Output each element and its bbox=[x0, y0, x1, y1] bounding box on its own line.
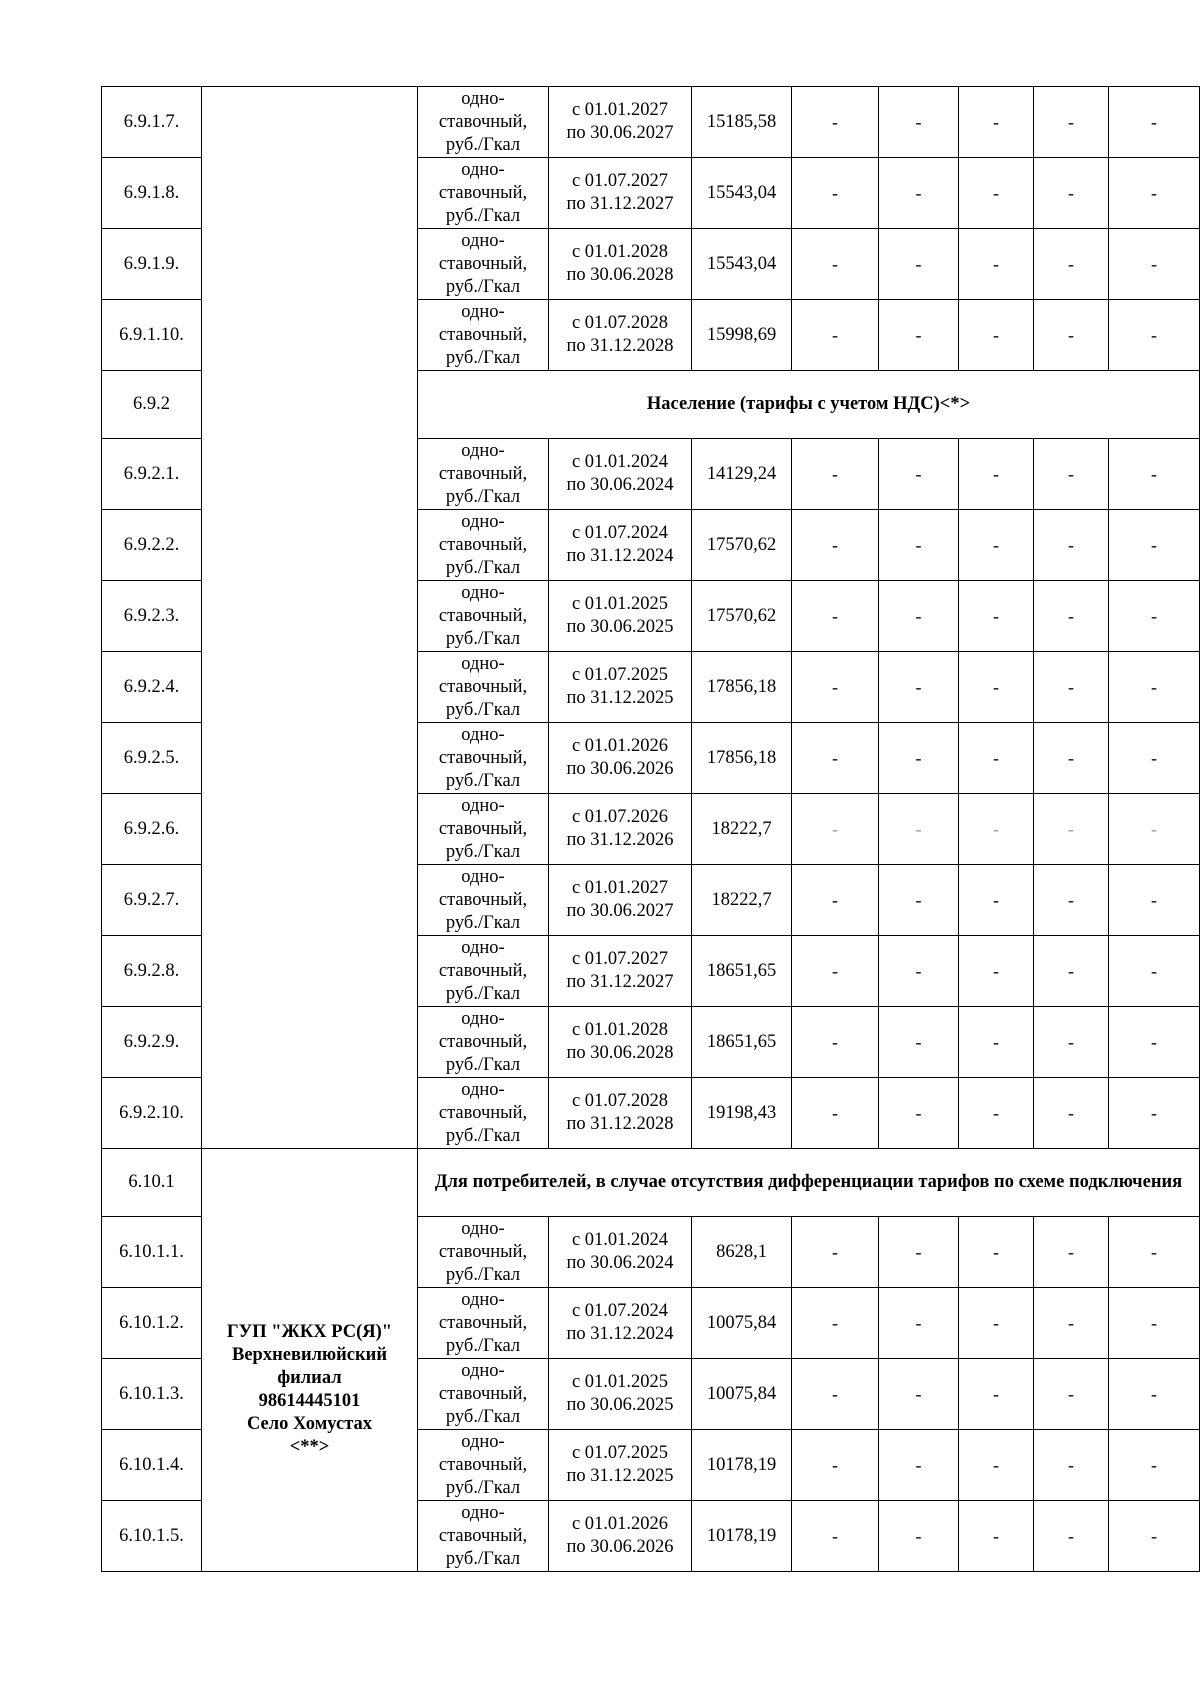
empty-value-dash: - bbox=[879, 158, 959, 229]
empty-value-dash: - bbox=[792, 1430, 879, 1501]
rate-type-line: руб./Гкал bbox=[445, 1548, 521, 1569]
period-line: по 31.12.2027 bbox=[566, 194, 674, 214]
rate-type-line: одно- bbox=[461, 582, 505, 603]
rate-type-cell bbox=[418, 300, 549, 371]
organization-line: Село Хомустах bbox=[246, 1414, 373, 1434]
rate-type-line: руб./Гкал bbox=[445, 1125, 521, 1146]
empty-value-dash: - bbox=[879, 229, 959, 300]
rate-type-cell bbox=[418, 652, 549, 723]
rate-type-line: одно- bbox=[461, 724, 505, 745]
rate-type-line: руб./Гкал bbox=[445, 1477, 521, 1498]
tariff-value: 17856,18 bbox=[692, 652, 792, 723]
empty-value-dash: - bbox=[1034, 581, 1109, 652]
empty-value-dash: - bbox=[959, 158, 1034, 229]
empty-value-dash: - bbox=[1034, 439, 1109, 510]
period-line: по 30.06.2025 bbox=[566, 617, 674, 637]
period-line: по 31.12.2028 bbox=[566, 1114, 674, 1134]
row-number: 6.9.2.8. bbox=[102, 936, 202, 1007]
period-line: с 01.07.2027 bbox=[571, 171, 669, 191]
empty-value-dash: - bbox=[1109, 1217, 1200, 1288]
empty-value-dash: - bbox=[879, 300, 959, 371]
rate-type-line: одно- bbox=[461, 1008, 505, 1029]
organization-cell bbox=[202, 1149, 418, 1572]
empty-value-dash: - bbox=[1109, 439, 1200, 510]
empty-value-dash: - bbox=[959, 865, 1034, 936]
tariff-table bbox=[101, 86, 1200, 1572]
empty-value-dash: - bbox=[959, 300, 1034, 371]
section-row bbox=[102, 1149, 1200, 1217]
empty-value-dash: - bbox=[1034, 1430, 1109, 1501]
rate-type-cell bbox=[418, 229, 549, 300]
period-line: по 30.06.2024 bbox=[566, 1253, 674, 1273]
tariff-value: 17570,62 bbox=[692, 581, 792, 652]
empty-value-dash: - bbox=[792, 723, 879, 794]
empty-value-dash: - bbox=[959, 652, 1034, 723]
empty-value-dash: - bbox=[959, 723, 1034, 794]
tariff-value: 10178,19 bbox=[692, 1501, 792, 1572]
rate-type-line: руб./Гкал bbox=[445, 699, 521, 720]
empty-value-dash: - bbox=[879, 936, 959, 1007]
period-line: по 30.06.2024 bbox=[566, 475, 674, 495]
rate-type-line: руб./Гкал bbox=[445, 205, 521, 226]
period-cell bbox=[549, 936, 692, 1007]
empty-value-dash: - bbox=[792, 510, 879, 581]
rate-type-line: одно- bbox=[461, 1218, 505, 1239]
empty-value-dash: - bbox=[959, 1217, 1034, 1288]
rate-type-line: ставочный, bbox=[438, 676, 528, 697]
period-cell bbox=[549, 300, 692, 371]
empty-value-dash: - bbox=[959, 1501, 1034, 1572]
rate-type-line: руб./Гкал bbox=[445, 983, 521, 1004]
empty-value-dash: - bbox=[1109, 87, 1200, 158]
period-line: с 01.07.2028 bbox=[571, 313, 669, 333]
tariff-value: 17570,62 bbox=[692, 510, 792, 581]
rate-type-line: одно- bbox=[461, 653, 505, 674]
rate-type-cell bbox=[418, 936, 549, 1007]
empty-value-dash: - bbox=[792, 229, 879, 300]
tariff-value: 15185,58 bbox=[692, 87, 792, 158]
rate-type-line: ставочный, bbox=[438, 1241, 528, 1262]
rate-type-line: ставочный, bbox=[438, 111, 528, 132]
period-cell bbox=[549, 1217, 692, 1288]
rate-type-line: одно- bbox=[461, 230, 505, 251]
organization-line: ГУП "ЖКХ РС(Я)" bbox=[226, 1322, 393, 1342]
empty-value-dash: - bbox=[792, 581, 879, 652]
organization-line: филиал bbox=[277, 1368, 342, 1388]
empty-value-dash: - bbox=[1109, 1430, 1200, 1501]
row-number: 6.10.1.3. bbox=[102, 1359, 202, 1430]
rate-type-line: одно- bbox=[461, 1079, 505, 1100]
empty-value-dash: - bbox=[959, 1288, 1034, 1359]
rate-type-cell bbox=[418, 510, 549, 581]
period-cell bbox=[549, 794, 692, 865]
period-cell bbox=[549, 1007, 692, 1078]
period-cell bbox=[549, 1359, 692, 1430]
empty-value-dash: - bbox=[1034, 510, 1109, 581]
empty-value-dash: - bbox=[959, 229, 1034, 300]
empty-value-dash: - bbox=[959, 87, 1034, 158]
empty-value-dash: - bbox=[1034, 1501, 1109, 1572]
empty-value-dash: - bbox=[959, 1430, 1034, 1501]
period-line: по 30.06.2026 bbox=[566, 1537, 674, 1557]
period-line: с 01.01.2026 bbox=[571, 1514, 669, 1534]
empty-value-dash: - bbox=[792, 865, 879, 936]
empty-value-dash: - bbox=[959, 510, 1034, 581]
empty-value-dash: - bbox=[792, 794, 879, 865]
empty-value-dash: - bbox=[1109, 936, 1200, 1007]
rate-type-cell bbox=[418, 1007, 549, 1078]
empty-value-dash: - bbox=[879, 1078, 959, 1149]
rate-type-cell bbox=[418, 158, 549, 229]
row-number: 6.9.1.8. bbox=[102, 158, 202, 229]
empty-value-dash: - bbox=[1109, 1288, 1200, 1359]
rate-type-cell bbox=[418, 1288, 549, 1359]
period-cell bbox=[549, 1501, 692, 1572]
row-number: 6.9.1.9. bbox=[102, 229, 202, 300]
period-cell bbox=[549, 158, 692, 229]
row-number: 6.10.1.2. bbox=[102, 1288, 202, 1359]
period-line: по 31.12.2028 bbox=[566, 336, 674, 356]
period-line: с 01.01.2024 bbox=[571, 1230, 669, 1250]
empty-value-dash: - bbox=[1109, 794, 1200, 865]
empty-value-dash: - bbox=[879, 1359, 959, 1430]
organization-line: 98614445101 bbox=[258, 1391, 361, 1411]
rate-type-line: одно- bbox=[461, 937, 505, 958]
empty-value-dash: - bbox=[1034, 300, 1109, 371]
rate-type-line: ставочный, bbox=[438, 463, 528, 484]
empty-value-dash: - bbox=[1109, 1078, 1200, 1149]
period-cell bbox=[549, 1430, 692, 1501]
empty-value-dash: - bbox=[1034, 723, 1109, 794]
empty-value-dash: - bbox=[1109, 1359, 1200, 1430]
rate-type-line: руб./Гкал bbox=[445, 841, 521, 862]
row-number: 6.10.1.4. bbox=[102, 1430, 202, 1501]
empty-value-dash: - bbox=[959, 439, 1034, 510]
empty-value-dash: - bbox=[792, 1217, 879, 1288]
rate-type-cell bbox=[418, 87, 549, 158]
empty-value-dash: - bbox=[959, 581, 1034, 652]
row-number: 6.9.2.7. bbox=[102, 865, 202, 936]
table-row bbox=[102, 87, 1200, 158]
row-number: 6.9.2.3. bbox=[102, 581, 202, 652]
empty-value-dash: - bbox=[1109, 1501, 1200, 1572]
rate-type-cell bbox=[418, 1501, 549, 1572]
period-line: с 01.01.2027 bbox=[571, 878, 669, 898]
empty-value-dash: - bbox=[879, 1007, 959, 1078]
empty-value-dash: - bbox=[1109, 723, 1200, 794]
empty-value-dash: - bbox=[1034, 87, 1109, 158]
rate-type-line: руб./Гкал bbox=[445, 1335, 521, 1356]
period-cell bbox=[549, 1078, 692, 1149]
period-line: с 01.07.2025 bbox=[571, 665, 669, 685]
rate-type-line: руб./Гкал bbox=[445, 628, 521, 649]
period-line: с 01.07.2026 bbox=[571, 807, 669, 827]
empty-value-dash: - bbox=[792, 158, 879, 229]
rate-type-line: одно- bbox=[461, 159, 505, 180]
period-line: с 01.01.2027 bbox=[571, 100, 669, 120]
table-body bbox=[102, 87, 1200, 1572]
rate-type-line: ставочный, bbox=[438, 747, 528, 768]
empty-value-dash: - bbox=[1034, 1217, 1109, 1288]
tariff-value: 18222,7 bbox=[692, 865, 792, 936]
empty-value-dash: - bbox=[879, 1217, 959, 1288]
row-number: 6.9.1.7. bbox=[102, 87, 202, 158]
empty-value-dash: - bbox=[1109, 581, 1200, 652]
rate-type-line: ставочный, bbox=[438, 960, 528, 981]
period-line: по 30.06.2028 bbox=[566, 1043, 674, 1063]
row-number: 6.9.2.1. bbox=[102, 439, 202, 510]
empty-value-dash: - bbox=[1109, 229, 1200, 300]
rate-type-line: ставочный, bbox=[438, 1383, 528, 1404]
empty-value-dash: - bbox=[1034, 794, 1109, 865]
rate-type-line: ставочный, bbox=[438, 1525, 528, 1546]
period-line: по 30.06.2028 bbox=[566, 265, 674, 285]
period-cell bbox=[549, 87, 692, 158]
period-line: по 31.12.2024 bbox=[566, 1324, 674, 1344]
empty-value-dash: - bbox=[1109, 652, 1200, 723]
empty-value-dash: - bbox=[879, 723, 959, 794]
rate-type-cell bbox=[418, 1359, 549, 1430]
tariff-value: 8628,1 bbox=[692, 1217, 792, 1288]
section-number: 6.10.1 bbox=[102, 1149, 202, 1217]
empty-value-dash: - bbox=[1109, 158, 1200, 229]
period-line: по 31.12.2025 bbox=[566, 1466, 674, 1486]
rate-type-line: руб./Гкал bbox=[445, 276, 521, 297]
empty-value-dash: - bbox=[792, 1078, 879, 1149]
period-line: по 30.06.2027 bbox=[566, 901, 674, 921]
rate-type-line: ставочный, bbox=[438, 605, 528, 626]
rate-type-line: одно- bbox=[461, 1502, 505, 1523]
tariff-value: 10178,19 bbox=[692, 1430, 792, 1501]
section-number: 6.9.2 bbox=[102, 371, 202, 439]
period-line: по 31.12.2026 bbox=[566, 830, 674, 850]
period-line: с 01.01.2024 bbox=[571, 452, 669, 472]
period-line: с 01.07.2024 bbox=[571, 523, 669, 543]
rate-type-line: одно- bbox=[461, 866, 505, 887]
period-line: по 31.12.2025 bbox=[566, 688, 674, 708]
empty-value-dash: - bbox=[959, 1078, 1034, 1149]
empty-value-dash: - bbox=[1034, 158, 1109, 229]
period-cell bbox=[549, 439, 692, 510]
tariff-value: 10075,84 bbox=[692, 1359, 792, 1430]
row-number: 6.9.2.2. bbox=[102, 510, 202, 581]
rate-type-cell bbox=[418, 723, 549, 794]
row-number: 6.10.1.1. bbox=[102, 1217, 202, 1288]
empty-value-dash: - bbox=[1109, 1007, 1200, 1078]
empty-value-dash: - bbox=[959, 1007, 1034, 1078]
rate-type-line: одно- bbox=[461, 301, 505, 322]
period-line: по 31.12.2027 bbox=[566, 972, 674, 992]
empty-value-dash: - bbox=[792, 1007, 879, 1078]
empty-value-dash: - bbox=[959, 1359, 1034, 1430]
period-line: с 01.01.2028 bbox=[571, 1020, 669, 1040]
empty-value-dash: - bbox=[1109, 865, 1200, 936]
organization-line: Верхневилюйский bbox=[232, 1345, 387, 1365]
period-line: с 01.01.2025 bbox=[571, 594, 669, 614]
empty-value-dash: - bbox=[792, 439, 879, 510]
rate-type-cell bbox=[418, 1078, 549, 1149]
rate-type-cell bbox=[418, 1430, 549, 1501]
tariff-value: 15998,69 bbox=[692, 300, 792, 371]
rate-type-line: руб./Гкал bbox=[445, 486, 521, 507]
period-cell bbox=[549, 652, 692, 723]
empty-value-dash: - bbox=[1109, 300, 1200, 371]
rate-type-line: ставочный, bbox=[438, 253, 528, 274]
rate-type-line: руб./Гкал bbox=[445, 347, 521, 368]
period-line: с 01.07.2025 bbox=[571, 1443, 669, 1463]
rate-type-line: руб./Гкал bbox=[445, 557, 521, 578]
rate-type-line: руб./Гкал bbox=[445, 1054, 521, 1075]
row-number: 6.9.1.10. bbox=[102, 300, 202, 371]
rate-type-cell bbox=[418, 794, 549, 865]
rate-type-line: ставочный, bbox=[438, 1102, 528, 1123]
period-line: с 01.07.2024 bbox=[571, 1301, 669, 1321]
period-cell bbox=[549, 510, 692, 581]
tariff-value: 10075,84 bbox=[692, 1288, 792, 1359]
period-cell bbox=[549, 865, 692, 936]
row-number: 6.10.1.5. bbox=[102, 1501, 202, 1572]
tariff-value: 18222,7 bbox=[692, 794, 792, 865]
rate-type-line: руб./Гкал bbox=[445, 1406, 521, 1427]
period-line: по 31.12.2024 bbox=[566, 546, 674, 566]
section-title: Население (тарифы с учетом НДС)<*> bbox=[418, 371, 1200, 439]
empty-value-dash: - bbox=[792, 652, 879, 723]
rate-type-line: одно- bbox=[461, 1431, 505, 1452]
rate-type-line: одно- bbox=[461, 1360, 505, 1381]
empty-value-dash: - bbox=[792, 300, 879, 371]
rate-type-line: руб./Гкал bbox=[445, 770, 521, 791]
tariff-value: 15543,04 bbox=[692, 229, 792, 300]
section-title: Для потребителей, в случае отсутствия дифференциации тарифов по схеме подключения bbox=[418, 1149, 1200, 1217]
empty-value-dash: - bbox=[879, 87, 959, 158]
rate-type-line: ставочный, bbox=[438, 818, 528, 839]
empty-value-dash: - bbox=[1034, 652, 1109, 723]
rate-type-line: одно- bbox=[461, 440, 505, 461]
empty-value-dash: - bbox=[792, 1288, 879, 1359]
period-cell bbox=[549, 581, 692, 652]
rate-type-cell bbox=[418, 439, 549, 510]
period-line: по 30.06.2027 bbox=[566, 123, 674, 143]
period-cell bbox=[549, 1288, 692, 1359]
empty-value-dash: - bbox=[879, 510, 959, 581]
rate-type-cell bbox=[418, 865, 549, 936]
period-line: с 01.07.2028 bbox=[571, 1091, 669, 1111]
rate-type-line: ставочный, bbox=[438, 1312, 528, 1333]
period-line: по 30.06.2026 bbox=[566, 759, 674, 779]
rate-type-line: ставочный, bbox=[438, 182, 528, 203]
row-number: 6.9.2.5. bbox=[102, 723, 202, 794]
empty-value-dash: - bbox=[1034, 1359, 1109, 1430]
row-number: 6.9.2.10. bbox=[102, 1078, 202, 1149]
empty-value-dash: - bbox=[879, 794, 959, 865]
rate-type-line: одно- bbox=[461, 88, 505, 109]
empty-value-dash: - bbox=[1034, 1288, 1109, 1359]
empty-value-dash: - bbox=[1109, 510, 1200, 581]
period-line: с 01.07.2027 bbox=[571, 949, 669, 969]
rate-type-cell bbox=[418, 1217, 549, 1288]
rate-type-line: руб./Гкал bbox=[445, 1264, 521, 1285]
empty-value-dash: - bbox=[879, 439, 959, 510]
row-number: 6.9.2.9. bbox=[102, 1007, 202, 1078]
empty-value-dash: - bbox=[879, 581, 959, 652]
rate-type-line: ставочный, bbox=[438, 534, 528, 555]
rate-type-line: одно- bbox=[461, 511, 505, 532]
period-cell bbox=[549, 723, 692, 794]
tariff-value: 18651,65 bbox=[692, 1007, 792, 1078]
empty-value-dash: - bbox=[792, 936, 879, 1007]
tariff-value: 19198,43 bbox=[692, 1078, 792, 1149]
row-number: 6.9.2.6. bbox=[102, 794, 202, 865]
empty-value-dash: - bbox=[1034, 229, 1109, 300]
empty-value-dash: - bbox=[879, 1288, 959, 1359]
rate-type-line: ставочный, bbox=[438, 1031, 528, 1052]
empty-value-dash: - bbox=[879, 652, 959, 723]
rate-type-line: ставочный, bbox=[438, 889, 528, 910]
empty-value-dash: - bbox=[792, 87, 879, 158]
empty-value-dash: - bbox=[879, 1430, 959, 1501]
rate-type-line: ставочный, bbox=[438, 324, 528, 345]
row-number: 6.9.2.4. bbox=[102, 652, 202, 723]
empty-value-dash: - bbox=[1034, 1078, 1109, 1149]
empty-value-dash: - bbox=[792, 1359, 879, 1430]
empty-value-dash: - bbox=[1034, 1007, 1109, 1078]
rate-type-line: ставочный, bbox=[438, 1454, 528, 1475]
rate-type-line: одно- bbox=[461, 795, 505, 816]
period-line: с 01.01.2028 bbox=[571, 242, 669, 262]
empty-value-dash: - bbox=[959, 794, 1034, 865]
tariff-value: 18651,65 bbox=[692, 936, 792, 1007]
period-line: с 01.01.2025 bbox=[571, 1372, 669, 1392]
period-cell bbox=[549, 229, 692, 300]
organization-line: <**> bbox=[289, 1437, 330, 1457]
empty-value-dash: - bbox=[792, 1501, 879, 1572]
rate-type-line: одно- bbox=[461, 1289, 505, 1310]
rate-type-cell bbox=[418, 581, 549, 652]
tariff-value: 15543,04 bbox=[692, 158, 792, 229]
rate-type-line: руб./Гкал bbox=[445, 912, 521, 933]
period-line: по 30.06.2025 bbox=[566, 1395, 674, 1415]
rate-type-line: руб./Гкал bbox=[445, 134, 521, 155]
tariff-value: 17856,18 bbox=[692, 723, 792, 794]
empty-value-dash: - bbox=[879, 1501, 959, 1572]
period-line: с 01.01.2026 bbox=[571, 736, 669, 756]
empty-value-dash: - bbox=[879, 865, 959, 936]
organization-cell-empty bbox=[202, 87, 418, 1149]
empty-value-dash: - bbox=[1034, 936, 1109, 1007]
tariff-value: 14129,24 bbox=[692, 439, 792, 510]
empty-value-dash: - bbox=[1034, 865, 1109, 936]
empty-value-dash: - bbox=[959, 936, 1034, 1007]
